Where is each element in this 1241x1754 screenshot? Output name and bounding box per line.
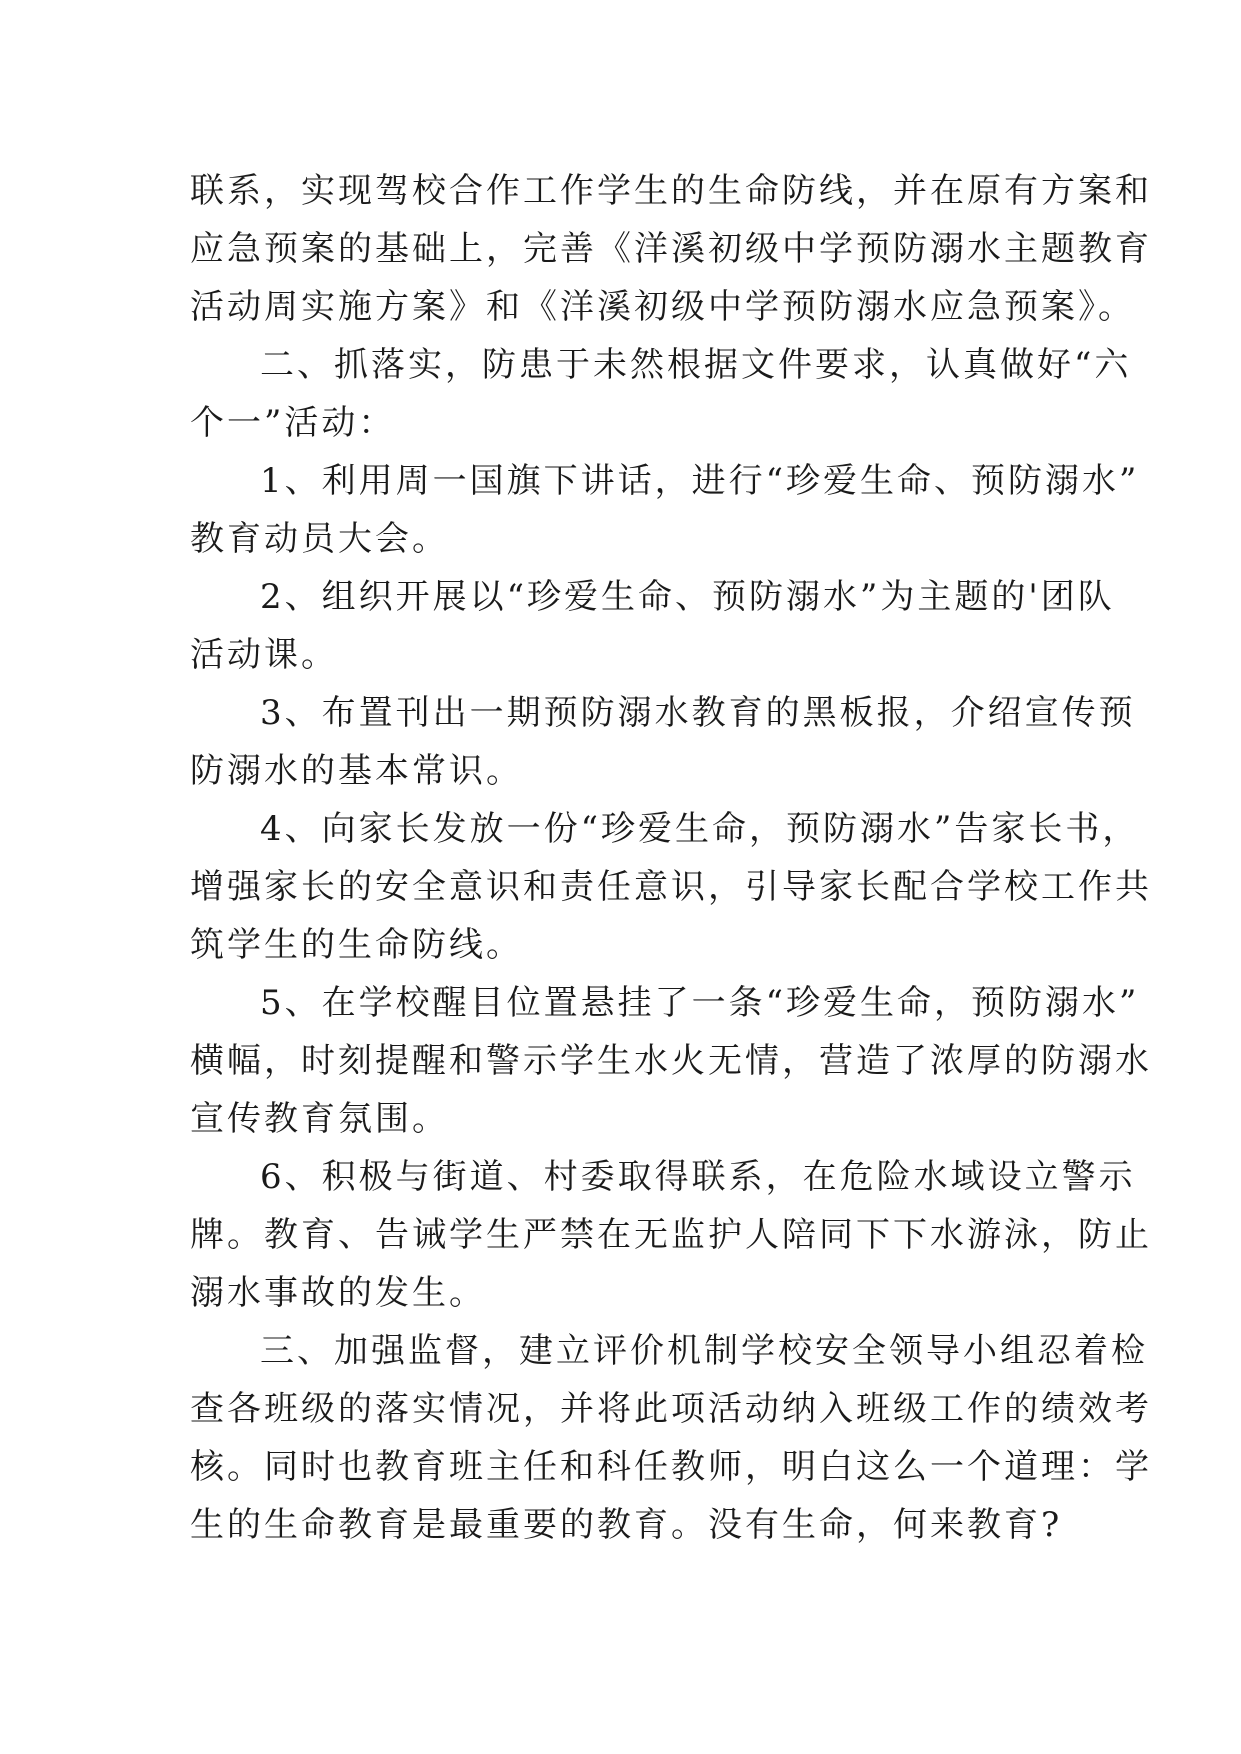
text-line: 3、布置刊出一期预防溺水教育的黑板报，介绍宣传预 [260,693,1136,733]
text-line: 6、积极与街道、村委取得联系，在危险水域设立警示 [260,1157,1136,1197]
paragraph-item-4 [190,800,1152,974]
paragraph-item-5 [190,974,1152,1148]
text-line: 活动课。 [190,635,338,675]
text-line: 宣传教育氛围。 [190,1099,449,1139]
text-line: 5、在学校醒目位置悬挂了一条“珍爱生命，预防溺水” [260,983,1140,1023]
text-line: 横幅，时刻提醒和警示学生水火无情，营造了浓厚的防溺水 [190,1041,1152,1081]
text-line: 联系，实现驾校合作工作学生的生命防线，并在原有方案和 [190,171,1152,211]
text-line: 2、组织开展以“珍爱生命、预防溺水”为主题的'团队 [260,577,1115,617]
text-line: 个一”活动： [190,403,396,443]
text-line: 1、利用周一国旗下讲话，进行“珍爱生命、预防溺水” [260,461,1140,501]
text-line: 查各班级的落实情况，并将此项活动纳入班级工作的绩效考 [190,1389,1152,1429]
text-line: 教育动员大会。 [190,519,449,559]
text-line: 应急预案的基础上，完善《洋溪初级中学预防溺水主题教育 [190,229,1152,269]
paragraph-intro-continuation [190,162,1152,336]
text-line: 活动周实施方案》和《洋溪初级中学预防溺水应急预案》。 [190,287,1135,327]
text-line: 增强家长的安全意识和责任意识，引导家长配合学校工作共 [190,867,1152,907]
paragraph-section-two [190,336,1132,452]
text-line: 4、向家长发放一份“珍爱生命，预防溺水”告家长书， [260,809,1140,849]
text-line: 防溺水的基本常识。 [190,751,523,791]
text-line: 溺水事故的发生。 [190,1273,486,1313]
text-line: 筑学生的生命防线。 [190,925,523,965]
text-line: 生的生命教育是最重要的教育。没有生命，何来教育? [190,1505,1063,1545]
paragraph-item-3 [190,684,1136,800]
text-line: 核。同时也教育班主任和科任教师，明白这么一个道理：学 [190,1447,1152,1487]
text-line: 牌。教育、告诫学生严禁在无监护人陪同下下水游泳，防止 [190,1215,1152,1255]
document-body [190,162,1152,1554]
text-line: 三、加强监督，建立评价机制学校安全领导小组忍着检 [260,1331,1148,1371]
text-line: 二、抓落实，防患于未然根据文件要求，认真做好“六 [260,345,1132,385]
paragraph-item-1 [190,452,1140,568]
paragraph-item-6 [190,1148,1152,1322]
paragraph-item-2 [190,568,1115,684]
paragraph-section-three [190,1322,1152,1554]
